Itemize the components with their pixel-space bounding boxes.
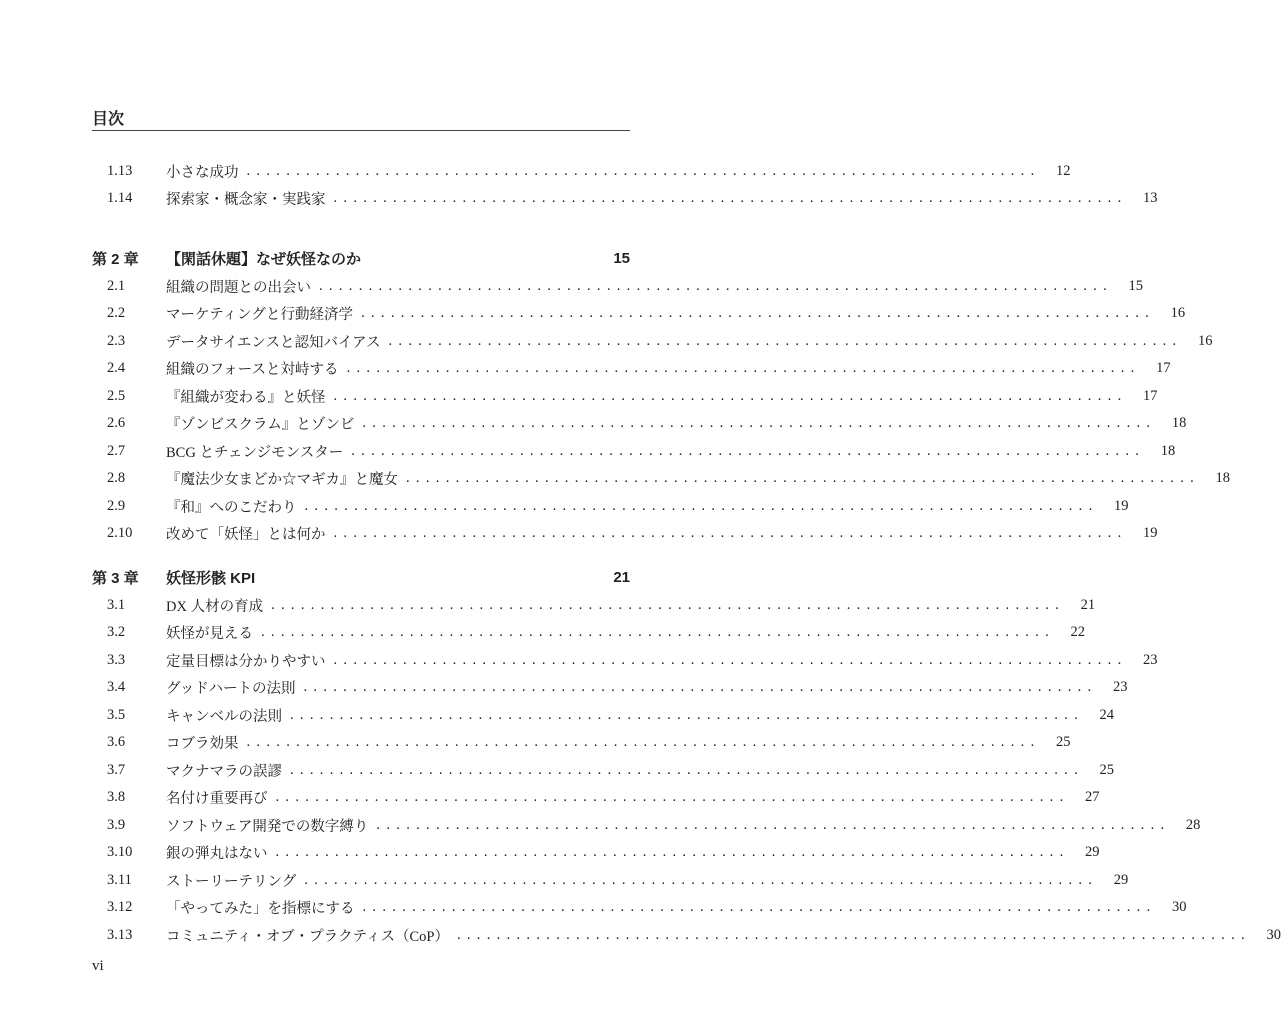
entry-page: 30	[1172, 899, 1187, 915]
entry-page: 16	[1197, 332, 1213, 349]
entry-title: 小さな成功	[166, 164, 239, 181]
entry-page: 16	[1170, 305, 1186, 321]
entry-page: 12	[1056, 162, 1071, 179]
entry-page: 25	[1099, 761, 1114, 778]
entry-number: 2.10	[107, 525, 133, 541]
entry-title: データサイエンスと認知バイアス	[166, 334, 381, 351]
toc-section-entry[interactable]	[92, 924, 1281, 946]
entry-title: 探索家・概念家・実践家	[166, 192, 326, 208]
toc-section-entry[interactable]	[92, 330, 1213, 352]
entry-page: 15	[1128, 277, 1143, 294]
entry-page: 23	[1143, 651, 1158, 668]
dot-leader: ................................................................................	[333, 190, 1128, 206]
dot-leader: ................................................................................	[304, 871, 1099, 888]
entry-page: 29	[1113, 871, 1129, 888]
entry-page: 23	[1112, 679, 1128, 695]
entry-number: 3.12	[107, 899, 133, 915]
toc-section-entry[interactable]	[92, 677, 1128, 699]
entry-page: 17	[1156, 360, 1171, 376]
entry-number: 2.3	[107, 332, 126, 349]
dot-leader: ................................................................................	[333, 387, 1128, 404]
toc-section-entry[interactable]	[92, 188, 1158, 210]
toc-section-entry[interactable]	[92, 814, 1201, 836]
entry-number: 3.1	[107, 596, 126, 613]
entry-page: 25	[1056, 734, 1071, 750]
entry-title: キャンベルの法則	[166, 708, 282, 725]
entry-number: 2.1	[107, 277, 126, 294]
toc-section-entry[interactable]	[92, 523, 1158, 545]
dot-leader: ................................................................................	[275, 789, 1070, 805]
toc-section-entry[interactable]	[92, 413, 1187, 435]
entry-page: 18	[1215, 470, 1230, 486]
entry-page: 13	[1143, 190, 1158, 206]
dot-leader: ................................................................................	[361, 305, 1156, 321]
entry-page: 27	[1085, 789, 1100, 805]
toc-section-entry[interactable]	[92, 160, 1071, 182]
entry-number: 2.5	[107, 387, 126, 404]
entry-page: 18	[1160, 442, 1176, 459]
entry-page: 19	[1143, 525, 1158, 541]
entry-page: 30	[1266, 926, 1281, 943]
entry-title: 組織の問題との出会い	[166, 279, 311, 296]
entry-number: 1.13	[107, 162, 133, 179]
entry-number: 3.5	[107, 706, 126, 723]
dot-leader: ................................................................................	[362, 899, 1157, 915]
dot-leader: ................................................................................	[456, 926, 1251, 943]
entry-title: グッドハートの法則	[166, 681, 296, 697]
entry-number: 3.11	[107, 871, 132, 888]
dot-leader: ................................................................................	[290, 761, 1084, 778]
entry-title: ストーリーテリング	[166, 873, 297, 890]
toc-section-entry[interactable]	[92, 787, 1100, 809]
toc-section-entry[interactable]	[92, 594, 1096, 616]
dot-leader: ................................................................................	[376, 816, 1171, 833]
dot-leader: ................................................................................	[406, 470, 1200, 486]
toc-section-entry[interactable]	[92, 869, 1129, 891]
entry-title: マーケティングと行動経済学	[166, 307, 354, 323]
toc-section-entry[interactable]	[92, 303, 1186, 325]
entry-number: 3.9	[107, 816, 126, 833]
entry-page: 22	[1070, 624, 1085, 640]
entry-title: 「やってみた」を指標にする	[166, 901, 355, 917]
entry-number: 3.7	[107, 761, 126, 778]
toc-chapter-entry[interactable]	[92, 566, 630, 588]
toc-section-entry[interactable]	[92, 704, 1114, 726]
entry-number: 3.8	[107, 789, 126, 805]
entry-number: 第 2 章	[92, 250, 139, 268]
dot-leader: ................................................................................	[304, 497, 1099, 514]
entry-title: 銀の弾丸はない	[166, 846, 268, 862]
entry-page: 15	[613, 249, 630, 267]
dot-leader: ................................................................................	[351, 442, 1146, 459]
dot-leader: ................................................................................	[333, 651, 1128, 668]
entry-number: 3.6	[107, 734, 126, 750]
dot-leader: ................................................................................	[333, 525, 1128, 541]
entry-number: 1.14	[107, 190, 133, 206]
dot-leader: ................................................................................	[246, 162, 1041, 179]
entry-page: 21	[1080, 596, 1096, 613]
entry-page: 24	[1099, 706, 1114, 723]
entry-title: コブラ効果	[166, 736, 239, 752]
entry-page: 18	[1171, 415, 1187, 431]
dot-leader: ................................................................................	[303, 679, 1098, 695]
entry-page: 29	[1085, 844, 1100, 860]
entry-title: 改めて「妖怪」とは何か	[166, 527, 326, 543]
dot-leader: ................................................................................	[271, 596, 1066, 613]
entry-number: 3.10	[107, 844, 133, 860]
entry-number: 3.13	[107, 926, 133, 943]
dot-leader: ................................................................................	[388, 332, 1183, 349]
toc-section-entry[interactable]	[92, 732, 1071, 754]
entry-title: コミュニティ・オブ・プラクティス（CoP）	[166, 928, 449, 945]
entry-number: 第 3 章	[92, 569, 139, 587]
entry-number: 2.4	[107, 360, 126, 376]
dot-leader: ................................................................................	[346, 360, 1141, 376]
entry-title: BCG とチェンジモンスター	[166, 444, 344, 461]
toc-section-entry[interactable]	[92, 649, 1158, 671]
entry-title: 名付け重要再び	[166, 791, 268, 807]
toc-chapter-entry[interactable]	[92, 247, 630, 269]
entry-number: 3.2	[107, 624, 126, 640]
entry-page: 21	[613, 568, 630, 586]
entry-title: 『組織が変わる』と妖怪	[166, 389, 326, 406]
entry-page: 17	[1143, 387, 1158, 404]
entry-title: ソフトウェア開発での数字縛り	[166, 818, 369, 835]
entry-number: 2.8	[107, 470, 126, 486]
dot-leader: ................................................................................	[261, 624, 1055, 640]
entry-number: 2.2	[107, 305, 126, 321]
entry-title: 『魔法少女まどか☆マギカ』と魔女	[166, 472, 398, 488]
toc-section-entry[interactable]	[92, 440, 1176, 462]
entry-number: 2.9	[107, 497, 126, 514]
toc-section-entry[interactable]	[92, 759, 1114, 781]
entry-number: 3.3	[107, 651, 126, 668]
toc-section-entry[interactable]	[92, 468, 1230, 490]
dot-leader: ................................................................................	[290, 706, 1084, 723]
toc-section-entry[interactable]	[92, 495, 1129, 517]
dot-leader: ................................................................................	[275, 844, 1070, 860]
entry-page: 19	[1114, 497, 1129, 514]
entry-title: DX 人材の育成	[166, 598, 264, 615]
entry-title: マクナマラの誤謬	[166, 763, 282, 780]
entry-number: 2.7	[107, 442, 126, 459]
page-number: vi	[92, 958, 104, 974]
entry-title: 定量目標は分かりやすい	[166, 653, 326, 670]
toc-section-entry[interactable]	[92, 897, 1187, 919]
toc-section-entry[interactable]	[92, 358, 1171, 380]
toc-section-entry[interactable]	[92, 275, 1143, 297]
dot-leader: ................................................................................	[246, 734, 1041, 750]
entry-title: 組織のフォースと対峙する	[166, 362, 339, 378]
entry-title: 『和』へのこだわり	[166, 499, 297, 516]
entry-title: 妖怪が見える	[166, 626, 253, 642]
entry-title: 『ゾンビスクラム』とゾンビ	[166, 417, 355, 433]
entry-title: 妖怪形骸 KPI	[166, 569, 256, 587]
entry-number: 2.6	[107, 415, 126, 431]
toc-section-entry[interactable]	[92, 622, 1085, 644]
toc-heading: 目次	[92, 111, 125, 128]
dot-leader: ................................................................................	[319, 277, 1113, 294]
entry-page: 28	[1185, 816, 1201, 833]
header-rule	[92, 130, 630, 131]
dot-leader: ................................................................................	[362, 415, 1157, 431]
entry-number: 3.4	[107, 679, 126, 695]
toc-section-entry[interactable]	[92, 842, 1100, 864]
entry-title: 【閑話休題】なぜ妖怪なのか	[166, 250, 362, 268]
toc-section-entry[interactable]	[92, 385, 1158, 407]
